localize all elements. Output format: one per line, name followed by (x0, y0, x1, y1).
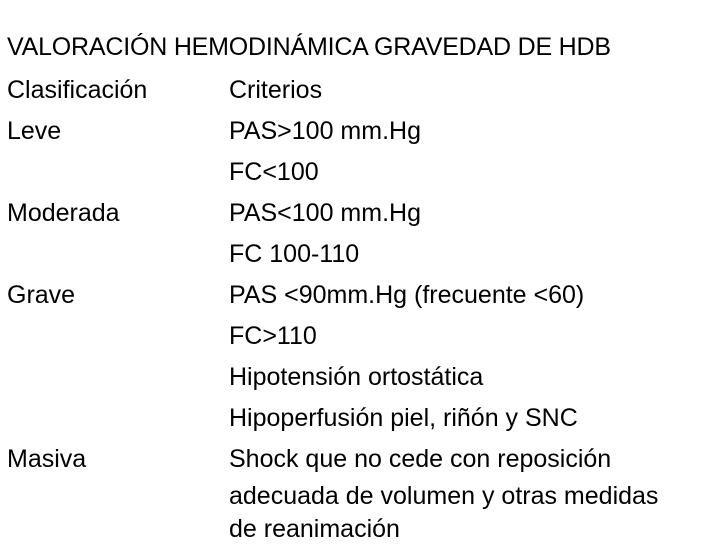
criteria-line: Hipoperfusión piel, riñón y SNC (229, 404, 578, 432)
criteria-line: FC 100-110 (229, 240, 360, 268)
criteria-line: de reanimación (229, 515, 400, 543)
criteria-line: PAS>100 mm.Hg (229, 117, 421, 145)
severity-table (7, 70, 717, 546)
table-row-moderada (7, 193, 717, 275)
classification-leve: Leve (7, 117, 62, 145)
criteria-leve (229, 111, 717, 193)
criteria-grave (229, 275, 717, 439)
criteria-line: adecuada de volumen y otras medidas (229, 482, 659, 510)
classification-masiva: Masiva (7, 445, 87, 473)
header-criteria: Criterios (229, 76, 323, 104)
criteria-line: FC<100 (229, 158, 319, 186)
criteria-line: Shock que no cede con reposición (229, 445, 612, 473)
classification-grave: Grave (7, 281, 76, 309)
classification-moderada: Moderada (7, 199, 120, 227)
criteria-line: PAS <90mm.Hg (frecuente <60) (229, 281, 585, 309)
slide-title: VALORACIÓN HEMODINÁMICA GRAVEDAD DE HDB (7, 33, 611, 61)
header-classification: Clasificación (7, 76, 148, 104)
table-row-grave (7, 275, 717, 439)
table-header-row (7, 70, 717, 111)
table-row-leve (7, 111, 717, 193)
criteria-line: Hipotensión ortostática (229, 363, 484, 391)
table-row-masiva (7, 439, 717, 546)
criteria-masiva (229, 439, 717, 546)
criteria-line: FC>110 (229, 322, 317, 350)
criteria-moderada (229, 193, 717, 275)
criteria-line: PAS<100 mm.Hg (229, 199, 421, 227)
